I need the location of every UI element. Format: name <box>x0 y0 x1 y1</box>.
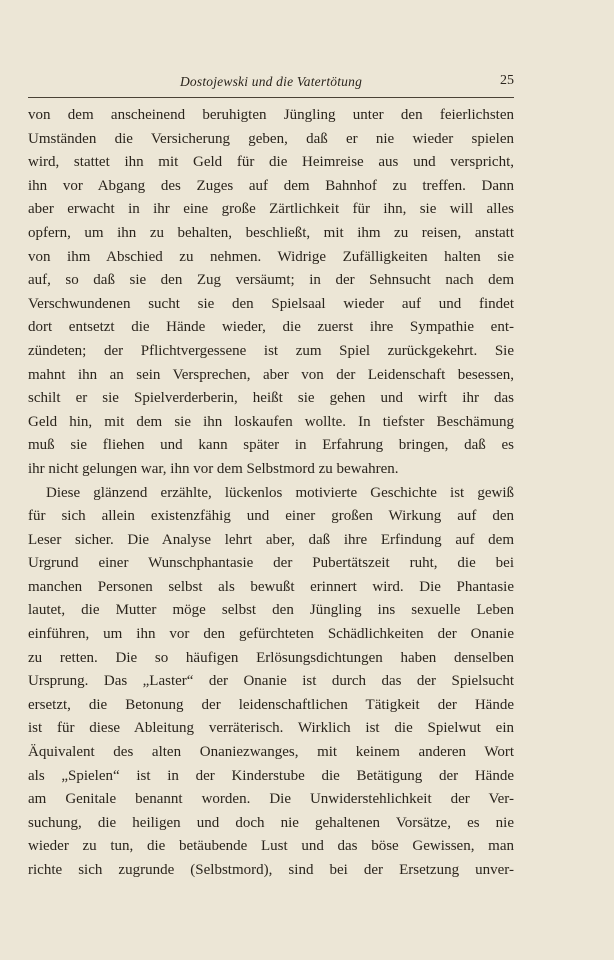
text-line: Diese glänzend erzählte, lückenlos motivierte Geschichte ist gewiß <box>46 484 514 501</box>
text-line: Leser sicher. Die Analyse lehrt aber, daß ihre Erfindung auf dem <box>28 531 514 548</box>
text-line: von dem anscheinend beruhigten Jüngling unter den feierlichsten <box>28 107 514 123</box>
text-line: wieder zu tun, die betäubende Lust und das böse Gewissen, man <box>28 838 514 855</box>
text-line: ihr nicht gelungen war, ihn vor dem Selbstmord zu bewahren. <box>28 460 399 477</box>
text-line: Umständen die Versicherung geben, daß er nie wieder spielen <box>28 130 514 147</box>
page-number: 25 <box>500 73 514 88</box>
text-line: ihn vor Abgang des Zuges auf dem Bahnhof zu treffen. Dann <box>28 177 514 194</box>
text-line: ist für diese Ableitung verräterisch. Wirklich ist die Spielwut ein <box>28 720 514 737</box>
text-line: Ursprung. Das „Laster“ der Onanie ist durch das der Spielsucht <box>28 673 514 690</box>
text-line: einführen, um ihn vor den gefürchteten Schädlichkeiten der Onanie <box>28 626 514 643</box>
running-title: Dostojewski und die Vatertötung <box>179 74 363 89</box>
text-line: dort entsetzt die Hände wieder, die zuerst ihre Sympathie ent- <box>28 319 514 336</box>
text-line: aber erwacht in ihr eine große Zärtlichkeit für ihn, sie will alles <box>28 201 514 218</box>
text-line: Äquivalent des alten Onaniezwanges, mit keinem anderen Wort <box>28 744 514 761</box>
text-line: manchen Personen selbst als bewußt erinnert wird. Die Phantasie <box>28 578 514 595</box>
text-line: muß sie fliehen und kann später in Erfahrung bringen, daß es <box>28 437 514 454</box>
text-line: für sich allein existenzfähig und einer großen Wirkung auf den <box>28 508 514 525</box>
text-line: suchung, die heiligen und doch nie gehaltenen Vorsätze, es nie <box>28 814 514 831</box>
text-line: als „Spielen“ ist in der Kinderstube die Betätigung der Hände <box>28 767 514 784</box>
header-rule <box>28 97 514 98</box>
text-line: wird, stattet ihn mit Geld für die Heimreise aus und verspricht, <box>28 154 514 171</box>
text-line: von ihm Abschied zu nehmen. Widrige Zufälligkeiten halten sie <box>28 248 514 265</box>
text-line: Urgrund einer Wunschphantasie der Pubertätszeit ruht, die bei <box>28 555 514 572</box>
text-line: Geld hin, mit dem sie ihn loskaufen wollte. In tiefster Beschämung <box>28 413 514 430</box>
text-line: schilt er sie Spielverderberin, heißt sie gehen und wirft ihr das <box>28 390 514 407</box>
running-header <box>28 70 514 94</box>
text-line: am Genitale benannt worden. Die Unwiderstehlichkeit der Ver- <box>28 791 514 808</box>
body-text <box>28 104 514 883</box>
text-line: mahnt ihn an sein Versprechen, aber von der Leidenschaft besessen, <box>28 366 514 383</box>
text-line: zündeten; der Pflichtvergessene ist zum Spiel zurückgekehrt. Sie <box>28 342 514 359</box>
text-line: auf, so daß sie den Zug versäumt; in der Sehnsucht nach dem <box>28 272 514 289</box>
text-line: Verschwundenen sucht sie den Spielsaal wieder auf und findet <box>28 295 514 312</box>
text-line: zu retten. Die so häufigen Erlösungsdichtungen haben denselben <box>28 649 514 666</box>
text-line: ersetzt, die Betonung der leidenschaftlichen Tätigkeit der Hände <box>28 696 514 713</box>
text-line: opfern, um ihn zu behalten, beschließt, mit ihm zu reisen, anstatt <box>28 224 514 241</box>
text-line: lautet, die Mutter möge selbst den Jüngling ins sexuelle Leben <box>28 602 514 619</box>
text-line: richte sich zugrunde (Selbstmord), sind bei der Ersetzung unver- <box>28 862 514 878</box>
